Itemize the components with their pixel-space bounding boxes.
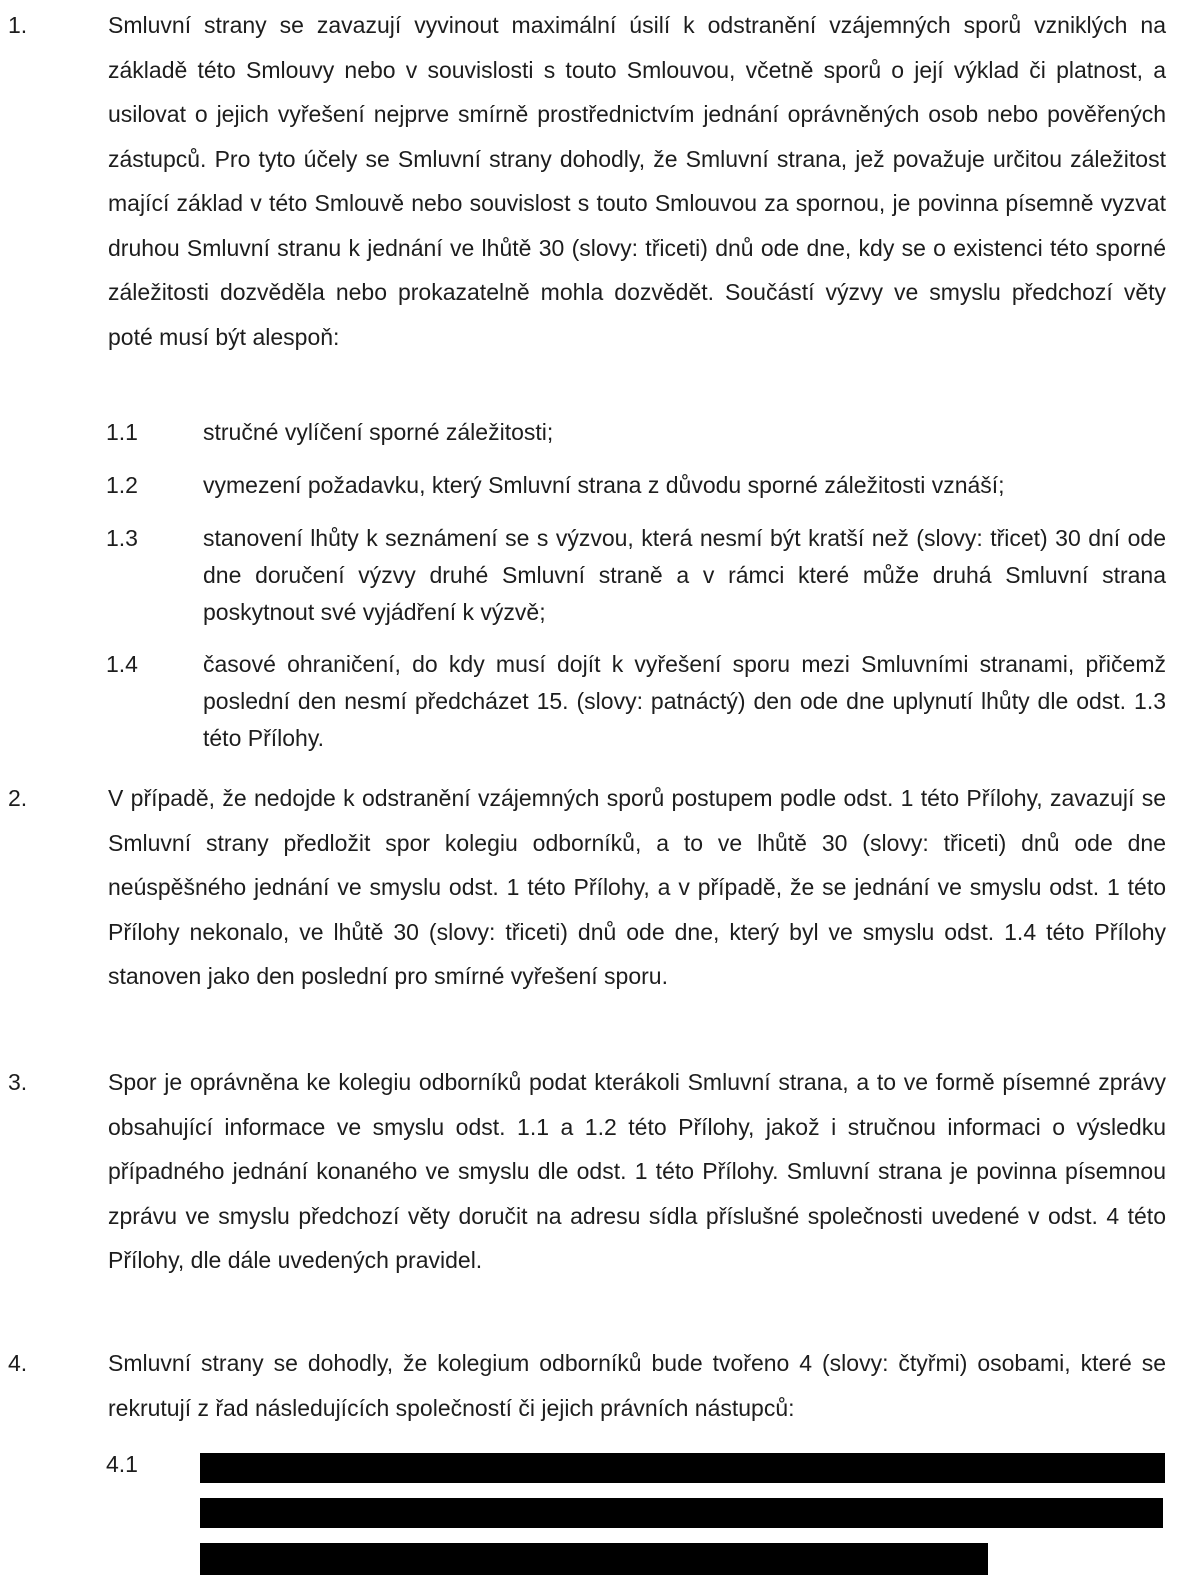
subclause-number: 1.2	[106, 472, 138, 498]
clause-text: Smluvní strany se dohodly, že kolegium odborníků bude tvořeno 4 (slovy: čtyřmi) osobami, které se rekrutují z řad následujících společností či jejich právních nástupců:	[108, 1350, 1166, 1421]
subclause-text: vymezení požadavku, který Smluvní strana z důvodu sporné záležitosti vznáší;	[203, 472, 1005, 498]
clause-text: V případě, že nedojde k odstranění vzájemných sporů postupem podle odst. 1 této Přílohy, zavazují se Smluvní strany předložit spor kolegiu odborníků, a to ve lhůtě 30 (slovy: třiceti) dnů ode dne neúspěšného jednání ve smyslu odst. 1 této Přílohy, a v případě, že se jednání ve smyslu odst. 1 této Přílohy nekonalo, ve lhůtě 30 (slovy: třiceti) dnů ode dne, který byl ve smyslu odst. 1.4 této Přílohy stanoven jako den poslední pro smírné vyřešení sporu.	[108, 785, 1166, 989]
subclause-text: stručné vylíčení sporné záležitosti;	[203, 419, 554, 445]
redaction-bar	[200, 1498, 1163, 1528]
clause-number: 3.	[8, 1069, 28, 1095]
redaction-bar	[200, 1453, 1165, 1483]
subclause-number: 1.1	[106, 419, 138, 445]
clause-number: 2.	[8, 785, 28, 811]
redaction-bar	[200, 1543, 988, 1575]
clause-number: 4.	[8, 1350, 28, 1376]
subclause-number: 4.1	[106, 1451, 138, 1477]
clause-number: 1.	[8, 12, 28, 38]
subclause-number: 1.3	[106, 525, 138, 551]
clause-text: Spor je oprávněna ke kolegiu odborníků podat kterákoli Smluvní strana, a to ve formě písemné zprávy obsahující informace ve smyslu odst. 1.1 a 1.2 této Přílohy, jakož i stručnou informaci o výsledku případného jednání konaného ve smyslu dle odst. 1 této Přílohy. Smluvní strana je povinna písemnou zprávu ve smyslu předchozí věty doručit na adresu sídla příslušné společnosti uvedené v odst. 4 této Přílohy, dle dále uvedených pravidel.	[108, 1069, 1166, 1273]
subclause-number: 1.4	[106, 651, 138, 677]
subclause-text: stanovení lhůty k seznámení se s výzvou, která nesmí být kratší než (slovy: třicet) 30 dní ode dne doručení výzvy druhé Smluvní straně a v rámci které může druhá Smluvní strana poskytnout své vyjádření k výzvě;	[203, 525, 1166, 625]
clause-text: Smluvní strany se zavazují vyvinout maximální úsilí k odstranění vzájemných sporů vzniklých na základě této Smlouvy nebo v souvislosti s touto Smlouvou, včetně sporů o její výklad či platnost, a usilovat o jejich vyřešení nejprve smírně prostřednictvím jednání oprávněných osob nebo pověřených zástupců. Pro tyto účely se Smluvní strany dohodly, že Smluvní strana, jež považuje určitou záležitost mající základ v této Smlouvě nebo souvislost s touto Smlouvou za spornou, je povinna písemně vyzvat druhou Smluvní stranu k jednání ve lhůtě 30 (slovy: třiceti) dnů ode dne, kdy se o existenci této sporné záležitosti dozvěděla nebo prokazatelně mohla dozvědět. Součástí výzvy ve smyslu předchozí věty poté musí být alespoň:	[108, 12, 1166, 350]
subclause-text: časové ohraničení, do kdy musí dojít k vyřešení sporu mezi Smluvními stranami, přičemž poslední den nesmí předcházet 15. (slovy: patnáctý) den ode dne uplynutí lhůty dle odst. 1.3 této Přílohy.	[203, 651, 1166, 751]
